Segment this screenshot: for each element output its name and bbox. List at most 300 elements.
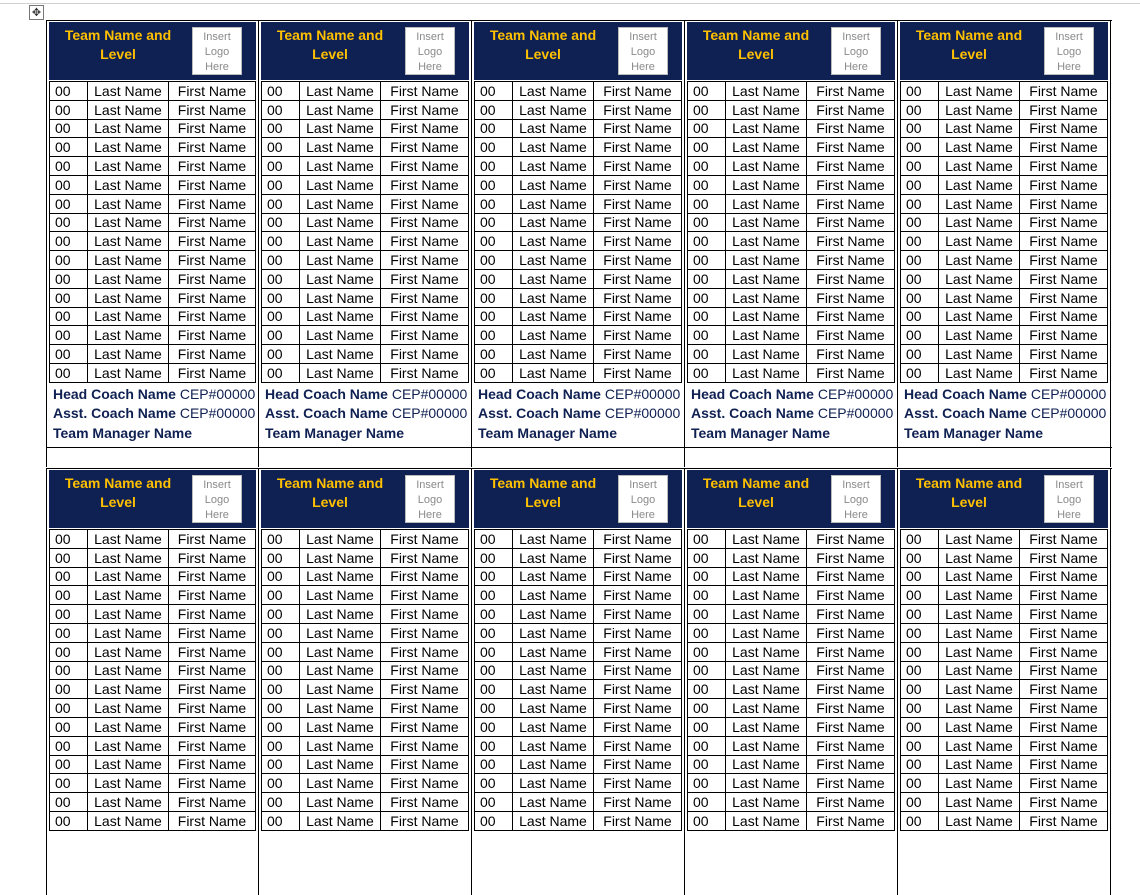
player-first-name-cell[interactable]: First Name <box>381 811 469 830</box>
player-number-cell[interactable]: 00 <box>688 548 726 567</box>
player-first-name-cell[interactable]: First Name <box>807 661 895 680</box>
player-last-name-cell[interactable]: Last Name <box>300 811 381 830</box>
player-first-name-cell[interactable]: First Name <box>807 699 895 718</box>
table-move-handle-icon[interactable]: ✥ <box>29 5 44 20</box>
player-number-cell[interactable]: 00 <box>475 251 513 270</box>
player-number-cell[interactable]: 00 <box>262 138 300 157</box>
player-number-cell[interactable]: 00 <box>475 642 513 661</box>
player-last-name-cell[interactable]: Last Name <box>513 157 594 176</box>
player-first-name-cell[interactable]: First Name <box>169 642 256 661</box>
player-number-cell[interactable]: 00 <box>50 307 88 326</box>
player-first-name-cell[interactable]: First Name <box>594 699 682 718</box>
head-coach-line[interactable] <box>904 385 1108 405</box>
player-last-name-cell[interactable]: Last Name <box>939 567 1020 586</box>
player-first-name-cell[interactable]: First Name <box>169 774 256 793</box>
player-number-cell[interactable]: 00 <box>901 138 939 157</box>
player-last-name-cell[interactable]: Last Name <box>726 138 807 157</box>
player-number-cell[interactable]: 00 <box>475 157 513 176</box>
player-first-name-cell[interactable]: First Name <box>381 586 469 605</box>
player-first-name-cell[interactable]: First Name <box>381 175 469 194</box>
player-last-name-cell[interactable]: Last Name <box>939 793 1020 812</box>
player-first-name-cell[interactable]: First Name <box>807 100 895 119</box>
player-number-cell[interactable]: 00 <box>475 736 513 755</box>
player-last-name-cell[interactable]: Last Name <box>726 232 807 251</box>
player-number-cell[interactable]: 00 <box>262 699 300 718</box>
player-first-name-cell[interactable]: First Name <box>169 82 256 101</box>
player-first-name-cell[interactable]: First Name <box>807 717 895 736</box>
player-number-cell[interactable]: 00 <box>475 586 513 605</box>
logo-placeholder[interactable]: Insert Logo Here <box>1044 27 1094 75</box>
player-first-name-cell[interactable]: First Name <box>807 251 895 270</box>
player-last-name-cell[interactable]: Last Name <box>939 530 1020 549</box>
player-first-name-cell[interactable]: First Name <box>1020 567 1108 586</box>
player-first-name-cell[interactable]: First Name <box>807 326 895 345</box>
player-first-name-cell[interactable]: First Name <box>1020 82 1108 101</box>
player-first-name-cell[interactable]: First Name <box>807 288 895 307</box>
player-last-name-cell[interactable]: Last Name <box>513 232 594 251</box>
player-first-name-cell[interactable]: First Name <box>169 363 256 382</box>
team-name-title[interactable]: Team Name and Level <box>915 475 1023 510</box>
player-number-cell[interactable]: 00 <box>50 530 88 549</box>
head-coach-line[interactable] <box>691 385 895 405</box>
logo-placeholder[interactable]: Insert Logo Here <box>1044 475 1094 523</box>
player-number-cell[interactable]: 00 <box>901 269 939 288</box>
player-last-name-cell[interactable]: Last Name <box>726 755 807 774</box>
player-first-name-cell[interactable]: First Name <box>594 623 682 642</box>
player-last-name-cell[interactable]: Last Name <box>88 269 169 288</box>
player-last-name-cell[interactable]: Last Name <box>726 363 807 382</box>
player-last-name-cell[interactable]: Last Name <box>513 213 594 232</box>
player-first-name-cell[interactable]: First Name <box>1020 530 1108 549</box>
player-number-cell[interactable]: 00 <box>475 530 513 549</box>
player-last-name-cell[interactable]: Last Name <box>513 642 594 661</box>
player-first-name-cell[interactable]: First Name <box>594 82 682 101</box>
player-last-name-cell[interactable]: Last Name <box>300 793 381 812</box>
player-last-name-cell[interactable]: Last Name <box>88 680 169 699</box>
player-last-name-cell[interactable]: Last Name <box>513 530 594 549</box>
player-first-name-cell[interactable]: First Name <box>381 157 469 176</box>
player-number-cell[interactable]: 00 <box>901 157 939 176</box>
player-first-name-cell[interactable]: First Name <box>594 793 682 812</box>
player-first-name-cell[interactable]: First Name <box>594 736 682 755</box>
player-first-name-cell[interactable]: First Name <box>169 699 256 718</box>
player-last-name-cell[interactable]: Last Name <box>88 232 169 251</box>
player-last-name-cell[interactable]: Last Name <box>939 736 1020 755</box>
player-number-cell[interactable]: 00 <box>688 586 726 605</box>
player-number-cell[interactable]: 00 <box>475 567 513 586</box>
player-last-name-cell[interactable]: Last Name <box>726 811 807 830</box>
player-first-name-cell[interactable]: First Name <box>1020 326 1108 345</box>
player-number-cell[interactable]: 00 <box>688 157 726 176</box>
player-first-name-cell[interactable]: First Name <box>594 548 682 567</box>
player-number-cell[interactable]: 00 <box>688 175 726 194</box>
player-first-name-cell[interactable]: First Name <box>594 100 682 119</box>
player-first-name-cell[interactable]: First Name <box>594 586 682 605</box>
player-last-name-cell[interactable]: Last Name <box>300 623 381 642</box>
player-number-cell[interactable]: 00 <box>688 100 726 119</box>
player-number-cell[interactable]: 00 <box>50 717 88 736</box>
player-first-name-cell[interactable]: First Name <box>807 774 895 793</box>
player-first-name-cell[interactable]: First Name <box>1020 100 1108 119</box>
player-first-name-cell[interactable]: First Name <box>1020 642 1108 661</box>
player-number-cell[interactable]: 00 <box>475 82 513 101</box>
player-first-name-cell[interactable]: First Name <box>594 269 682 288</box>
player-number-cell[interactable]: 00 <box>688 363 726 382</box>
player-last-name-cell[interactable]: Last Name <box>726 157 807 176</box>
player-number-cell[interactable]: 00 <box>901 194 939 213</box>
player-last-name-cell[interactable]: Last Name <box>513 680 594 699</box>
player-last-name-cell[interactable]: Last Name <box>88 530 169 549</box>
player-last-name-cell[interactable]: Last Name <box>726 307 807 326</box>
player-number-cell[interactable]: 00 <box>475 213 513 232</box>
player-last-name-cell[interactable]: Last Name <box>513 175 594 194</box>
player-last-name-cell[interactable]: Last Name <box>513 567 594 586</box>
player-first-name-cell[interactable]: First Name <box>807 530 895 549</box>
player-first-name-cell[interactable]: First Name <box>807 157 895 176</box>
player-last-name-cell[interactable]: Last Name <box>513 345 594 364</box>
player-first-name-cell[interactable]: First Name <box>1020 175 1108 194</box>
player-last-name-cell[interactable]: Last Name <box>88 736 169 755</box>
player-first-name-cell[interactable]: First Name <box>169 623 256 642</box>
player-first-name-cell[interactable]: First Name <box>169 119 256 138</box>
player-last-name-cell[interactable]: Last Name <box>939 699 1020 718</box>
player-last-name-cell[interactable]: Last Name <box>513 269 594 288</box>
player-first-name-cell[interactable]: First Name <box>169 755 256 774</box>
player-number-cell[interactable]: 00 <box>475 345 513 364</box>
team-manager-line[interactable] <box>265 424 469 444</box>
player-last-name-cell[interactable]: Last Name <box>726 567 807 586</box>
player-number-cell[interactable]: 00 <box>262 119 300 138</box>
player-first-name-cell[interactable]: First Name <box>594 119 682 138</box>
player-last-name-cell[interactable]: Last Name <box>300 736 381 755</box>
player-last-name-cell[interactable]: Last Name <box>939 100 1020 119</box>
player-last-name-cell[interactable]: Last Name <box>88 288 169 307</box>
player-first-name-cell[interactable]: First Name <box>169 567 256 586</box>
team-name-title[interactable]: Team Name and Level <box>276 27 384 62</box>
player-last-name-cell[interactable]: Last Name <box>88 811 169 830</box>
player-number-cell[interactable]: 00 <box>901 680 939 699</box>
player-number-cell[interactable]: 00 <box>475 288 513 307</box>
player-first-name-cell[interactable]: First Name <box>169 307 256 326</box>
player-number-cell[interactable]: 00 <box>475 774 513 793</box>
player-last-name-cell[interactable]: Last Name <box>88 623 169 642</box>
player-first-name-cell[interactable]: First Name <box>1020 157 1108 176</box>
player-number-cell[interactable]: 00 <box>50 755 88 774</box>
player-number-cell[interactable]: 00 <box>901 345 939 364</box>
player-last-name-cell[interactable]: Last Name <box>513 363 594 382</box>
player-first-name-cell[interactable]: First Name <box>1020 717 1108 736</box>
player-last-name-cell[interactable]: Last Name <box>513 793 594 812</box>
player-first-name-cell[interactable]: First Name <box>807 623 895 642</box>
player-last-name-cell[interactable]: Last Name <box>88 605 169 624</box>
player-first-name-cell[interactable]: First Name <box>1020 269 1108 288</box>
player-number-cell[interactable]: 00 <box>262 307 300 326</box>
player-first-name-cell[interactable]: First Name <box>1020 793 1108 812</box>
player-first-name-cell[interactable]: First Name <box>807 736 895 755</box>
player-first-name-cell[interactable]: First Name <box>594 567 682 586</box>
player-number-cell[interactable]: 00 <box>50 642 88 661</box>
player-first-name-cell[interactable]: First Name <box>594 774 682 793</box>
player-last-name-cell[interactable]: Last Name <box>88 567 169 586</box>
player-first-name-cell[interactable]: First Name <box>381 269 469 288</box>
player-number-cell[interactable]: 00 <box>688 326 726 345</box>
player-number-cell[interactable]: 00 <box>688 717 726 736</box>
player-last-name-cell[interactable]: Last Name <box>300 699 381 718</box>
player-first-name-cell[interactable]: First Name <box>807 269 895 288</box>
player-first-name-cell[interactable]: First Name <box>381 530 469 549</box>
player-number-cell[interactable]: 00 <box>688 82 726 101</box>
player-first-name-cell[interactable]: First Name <box>1020 699 1108 718</box>
player-last-name-cell[interactable]: Last Name <box>726 793 807 812</box>
player-number-cell[interactable]: 00 <box>901 717 939 736</box>
player-first-name-cell[interactable]: First Name <box>1020 623 1108 642</box>
head-coach-line[interactable] <box>53 385 256 405</box>
asst-coach-line[interactable] <box>53 404 256 424</box>
team-manager-line[interactable] <box>691 424 895 444</box>
player-number-cell[interactable]: 00 <box>50 586 88 605</box>
player-first-name-cell[interactable]: First Name <box>807 567 895 586</box>
player-last-name-cell[interactable]: Last Name <box>300 774 381 793</box>
player-last-name-cell[interactable]: Last Name <box>726 623 807 642</box>
player-number-cell[interactable]: 00 <box>688 345 726 364</box>
player-first-name-cell[interactable]: First Name <box>381 793 469 812</box>
player-first-name-cell[interactable]: First Name <box>381 567 469 586</box>
player-number-cell[interactable]: 00 <box>475 793 513 812</box>
player-number-cell[interactable]: 00 <box>262 345 300 364</box>
player-last-name-cell[interactable]: Last Name <box>939 345 1020 364</box>
player-first-name-cell[interactable]: First Name <box>1020 680 1108 699</box>
player-first-name-cell[interactable]: First Name <box>1020 755 1108 774</box>
player-first-name-cell[interactable]: First Name <box>381 680 469 699</box>
player-last-name-cell[interactable]: Last Name <box>726 699 807 718</box>
player-number-cell[interactable]: 00 <box>50 793 88 812</box>
logo-placeholder[interactable]: Insert Logo Here <box>192 27 242 75</box>
player-last-name-cell[interactable]: Last Name <box>726 288 807 307</box>
player-last-name-cell[interactable]: Last Name <box>939 623 1020 642</box>
player-first-name-cell[interactable]: First Name <box>1020 586 1108 605</box>
player-first-name-cell[interactable]: First Name <box>807 363 895 382</box>
player-number-cell[interactable]: 00 <box>688 232 726 251</box>
player-first-name-cell[interactable]: First Name <box>594 326 682 345</box>
team-manager-line[interactable] <box>478 424 682 444</box>
player-number-cell[interactable]: 00 <box>262 661 300 680</box>
player-last-name-cell[interactable]: Last Name <box>726 605 807 624</box>
player-number-cell[interactable]: 00 <box>901 119 939 138</box>
player-first-name-cell[interactable]: First Name <box>1020 605 1108 624</box>
player-first-name-cell[interactable]: First Name <box>1020 119 1108 138</box>
player-number-cell[interactable]: 00 <box>475 755 513 774</box>
player-number-cell[interactable]: 00 <box>262 755 300 774</box>
player-first-name-cell[interactable]: First Name <box>807 548 895 567</box>
player-number-cell[interactable]: 00 <box>50 699 88 718</box>
logo-placeholder[interactable]: Insert Logo Here <box>831 475 881 523</box>
player-first-name-cell[interactable]: First Name <box>381 194 469 213</box>
player-first-name-cell[interactable]: First Name <box>1020 307 1108 326</box>
team-name-title[interactable]: Team Name and Level <box>276 475 384 510</box>
player-number-cell[interactable]: 00 <box>475 623 513 642</box>
player-last-name-cell[interactable]: Last Name <box>939 232 1020 251</box>
player-first-name-cell[interactable]: First Name <box>1020 661 1108 680</box>
player-first-name-cell[interactable]: First Name <box>381 138 469 157</box>
player-last-name-cell[interactable]: Last Name <box>300 138 381 157</box>
player-last-name-cell[interactable]: Last Name <box>939 194 1020 213</box>
player-first-name-cell[interactable]: First Name <box>169 213 256 232</box>
player-number-cell[interactable]: 00 <box>901 567 939 586</box>
player-last-name-cell[interactable]: Last Name <box>513 251 594 270</box>
player-number-cell[interactable]: 00 <box>901 793 939 812</box>
player-first-name-cell[interactable]: First Name <box>1020 548 1108 567</box>
player-last-name-cell[interactable]: Last Name <box>88 82 169 101</box>
player-first-name-cell[interactable]: First Name <box>1020 251 1108 270</box>
player-first-name-cell[interactable]: First Name <box>381 736 469 755</box>
player-first-name-cell[interactable]: First Name <box>1020 811 1108 830</box>
player-number-cell[interactable]: 00 <box>901 530 939 549</box>
player-number-cell[interactable]: 00 <box>901 100 939 119</box>
player-first-name-cell[interactable]: First Name <box>594 530 682 549</box>
player-number-cell[interactable]: 00 <box>688 194 726 213</box>
player-first-name-cell[interactable]: First Name <box>807 793 895 812</box>
player-first-name-cell[interactable]: First Name <box>169 100 256 119</box>
player-last-name-cell[interactable]: Last Name <box>88 774 169 793</box>
player-first-name-cell[interactable]: First Name <box>1020 774 1108 793</box>
player-first-name-cell[interactable]: First Name <box>594 157 682 176</box>
player-number-cell[interactable]: 00 <box>50 605 88 624</box>
player-first-name-cell[interactable]: First Name <box>169 175 256 194</box>
player-first-name-cell[interactable]: First Name <box>594 307 682 326</box>
player-number-cell[interactable]: 00 <box>688 793 726 812</box>
player-number-cell[interactable]: 00 <box>475 680 513 699</box>
player-first-name-cell[interactable]: First Name <box>381 307 469 326</box>
player-number-cell[interactable]: 00 <box>262 530 300 549</box>
player-last-name-cell[interactable]: Last Name <box>513 774 594 793</box>
player-last-name-cell[interactable]: Last Name <box>300 82 381 101</box>
player-last-name-cell[interactable]: Last Name <box>939 269 1020 288</box>
player-first-name-cell[interactable]: First Name <box>594 175 682 194</box>
player-first-name-cell[interactable]: First Name <box>381 363 469 382</box>
player-last-name-cell[interactable]: Last Name <box>300 194 381 213</box>
player-first-name-cell[interactable]: First Name <box>381 82 469 101</box>
player-number-cell[interactable]: 00 <box>50 623 88 642</box>
player-last-name-cell[interactable]: Last Name <box>726 251 807 270</box>
player-first-name-cell[interactable]: First Name <box>594 642 682 661</box>
player-number-cell[interactable]: 00 <box>688 623 726 642</box>
player-last-name-cell[interactable]: Last Name <box>726 680 807 699</box>
player-last-name-cell[interactable]: Last Name <box>726 642 807 661</box>
player-last-name-cell[interactable]: Last Name <box>939 363 1020 382</box>
player-first-name-cell[interactable]: First Name <box>381 548 469 567</box>
player-last-name-cell[interactable]: Last Name <box>300 100 381 119</box>
player-number-cell[interactable]: 00 <box>262 567 300 586</box>
player-last-name-cell[interactable]: Last Name <box>939 326 1020 345</box>
player-last-name-cell[interactable]: Last Name <box>939 288 1020 307</box>
player-number-cell[interactable]: 00 <box>262 100 300 119</box>
player-last-name-cell[interactable]: Last Name <box>939 307 1020 326</box>
player-first-name-cell[interactable]: First Name <box>594 138 682 157</box>
player-last-name-cell[interactable]: Last Name <box>513 307 594 326</box>
player-last-name-cell[interactable]: Last Name <box>88 717 169 736</box>
player-first-name-cell[interactable]: First Name <box>381 288 469 307</box>
player-last-name-cell[interactable]: Last Name <box>726 736 807 755</box>
player-last-name-cell[interactable]: Last Name <box>513 623 594 642</box>
player-number-cell[interactable]: 00 <box>262 642 300 661</box>
team-name-title[interactable]: Team Name and Level <box>489 475 597 510</box>
player-last-name-cell[interactable]: Last Name <box>939 661 1020 680</box>
player-number-cell[interactable]: 00 <box>50 661 88 680</box>
player-number-cell[interactable]: 00 <box>475 119 513 138</box>
player-first-name-cell[interactable]: First Name <box>807 138 895 157</box>
player-last-name-cell[interactable]: Last Name <box>88 119 169 138</box>
player-number-cell[interactable]: 00 <box>262 288 300 307</box>
player-number-cell[interactable]: 00 <box>262 548 300 567</box>
player-number-cell[interactable]: 00 <box>50 811 88 830</box>
player-first-name-cell[interactable]: First Name <box>381 100 469 119</box>
player-first-name-cell[interactable]: First Name <box>381 623 469 642</box>
player-first-name-cell[interactable]: First Name <box>1020 194 1108 213</box>
player-last-name-cell[interactable]: Last Name <box>513 548 594 567</box>
player-last-name-cell[interactable]: Last Name <box>939 138 1020 157</box>
player-number-cell[interactable]: 00 <box>688 251 726 270</box>
player-first-name-cell[interactable]: First Name <box>169 717 256 736</box>
player-number-cell[interactable]: 00 <box>688 530 726 549</box>
player-last-name-cell[interactable]: Last Name <box>88 138 169 157</box>
player-number-cell[interactable]: 00 <box>50 194 88 213</box>
player-number-cell[interactable]: 00 <box>901 251 939 270</box>
player-last-name-cell[interactable]: Last Name <box>300 567 381 586</box>
player-number-cell[interactable]: 00 <box>50 680 88 699</box>
player-number-cell[interactable]: 00 <box>262 82 300 101</box>
player-last-name-cell[interactable]: Last Name <box>300 119 381 138</box>
player-first-name-cell[interactable]: First Name <box>594 345 682 364</box>
player-number-cell[interactable]: 00 <box>262 194 300 213</box>
player-number-cell[interactable]: 00 <box>688 774 726 793</box>
player-last-name-cell[interactable]: Last Name <box>88 642 169 661</box>
player-last-name-cell[interactable]: Last Name <box>88 699 169 718</box>
player-number-cell[interactable]: 00 <box>262 363 300 382</box>
player-first-name-cell[interactable]: First Name <box>1020 345 1108 364</box>
player-number-cell[interactable]: 00 <box>688 755 726 774</box>
player-first-name-cell[interactable]: First Name <box>169 194 256 213</box>
player-number-cell[interactable]: 00 <box>688 736 726 755</box>
player-number-cell[interactable]: 00 <box>475 605 513 624</box>
asst-coach-line[interactable] <box>904 404 1108 424</box>
player-first-name-cell[interactable]: First Name <box>381 345 469 364</box>
player-last-name-cell[interactable]: Last Name <box>513 194 594 213</box>
player-last-name-cell[interactable]: Last Name <box>513 717 594 736</box>
player-number-cell[interactable]: 00 <box>50 363 88 382</box>
player-number-cell[interactable]: 00 <box>262 605 300 624</box>
player-last-name-cell[interactable]: Last Name <box>513 326 594 345</box>
player-first-name-cell[interactable]: First Name <box>594 605 682 624</box>
player-first-name-cell[interactable]: First Name <box>381 755 469 774</box>
player-number-cell[interactable]: 00 <box>475 811 513 830</box>
player-first-name-cell[interactable]: First Name <box>381 605 469 624</box>
player-first-name-cell[interactable]: First Name <box>169 548 256 567</box>
player-number-cell[interactable]: 00 <box>901 605 939 624</box>
player-first-name-cell[interactable]: First Name <box>594 717 682 736</box>
player-last-name-cell[interactable]: Last Name <box>726 100 807 119</box>
player-last-name-cell[interactable]: Last Name <box>300 717 381 736</box>
player-last-name-cell[interactable]: Last Name <box>939 605 1020 624</box>
player-number-cell[interactable]: 00 <box>901 307 939 326</box>
player-last-name-cell[interactable]: Last Name <box>939 119 1020 138</box>
player-first-name-cell[interactable]: First Name <box>169 586 256 605</box>
player-number-cell[interactable]: 00 <box>901 288 939 307</box>
player-first-name-cell[interactable]: First Name <box>594 194 682 213</box>
player-number-cell[interactable]: 00 <box>262 251 300 270</box>
player-last-name-cell[interactable]: Last Name <box>726 175 807 194</box>
player-last-name-cell[interactable]: Last Name <box>300 288 381 307</box>
player-number-cell[interactable]: 00 <box>50 157 88 176</box>
